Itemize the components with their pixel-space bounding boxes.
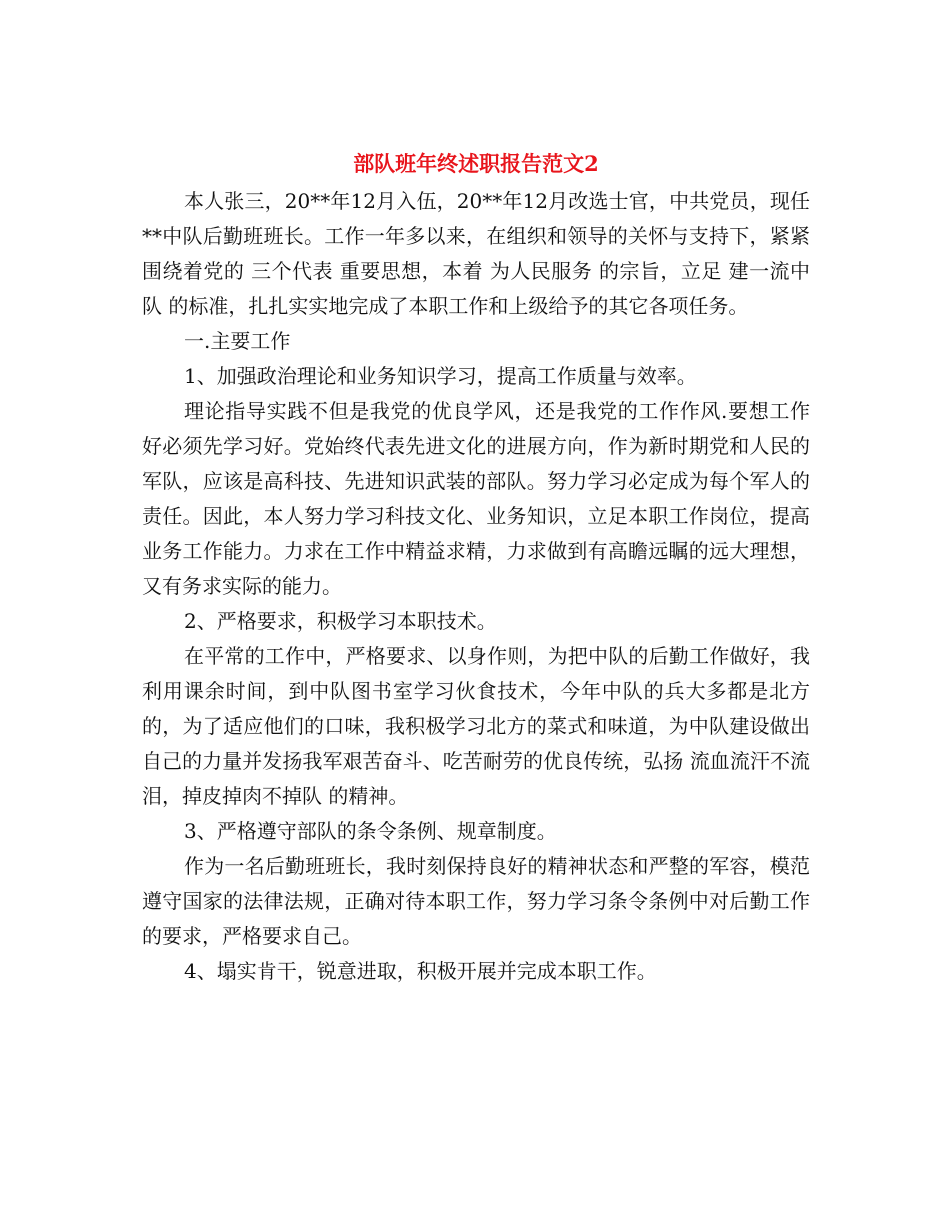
document-title: 部队班年终述职报告范文2 <box>353 151 599 176</box>
paragraph-study: 理论指导实践不但是我党的优良学风，还是我党的工作作风.要想工作好必须先学习好。党始终代表先进文化的进展方向，作为新时期党和人民的军队，应该是高科技、先进知识武装的部队。努力学习必定成为每个军人的责任。因此，本人努力学习科技文化、业务知识，立足本职工作岗位，提高业务工作能力。力求在工作中精益求精，力求做到有高瞻远瞩的远大理想，又有务求实际的能力。 <box>142 399 810 598</box>
item-heading-3: 3、严格遵守部队的条令条例、规章制度。 <box>184 819 557 843</box>
paragraph-technique: 在平常的工作中，严格要求、以身作则，为把中队的后勤工作做好，我利用课余时间，到中队图书室学习伙食技术，今年中队的兵大多都是北方的，为了适应他们的口味，我积极学习北方的菜式和味道，为中队建设做出自己的力量并发扬我军艰苦奋斗、吃苦耐劳的优良传统，弘扬 流血流汗不流泪，掉皮掉肉不掉队 的精神。 <box>142 644 810 808</box>
paragraph-regulations: 作为一名后勤班班长，我时刻保持良好的精神状态和严整的军容，模范遵守国家的法律法规，正确对待本职工作，努力学习条令条例中对后勤工作的要求，严格要求自己。 <box>142 854 810 948</box>
document-page <box>142 150 810 989</box>
item-heading-2: 2、严格要求，积极学习本职技术。 <box>184 609 497 633</box>
item-heading-4: 4、塌实肯干，锐意进取，积极开展并完成本职工作。 <box>184 959 657 983</box>
item-heading-1: 1、加强政治理论和业务知识学习，提高工作质量与效率。 <box>184 364 697 388</box>
section-heading-main-work: 一.主要工作 <box>184 329 291 353</box>
paragraph-intro: 本人张三，20**年12月入伍，20**年12月改选士官，中共党员，现任**中队后勤班班长。工作一年多以来，在组织和领导的关怀与支持下，紧紧围绕着党的 三个代表 重要思想，本着 为人民服务 的宗旨，立足 建一流中队 的标准，扎扎实实地完成了本职工作和上级给予的其它各项任务。 <box>142 189 810 318</box>
